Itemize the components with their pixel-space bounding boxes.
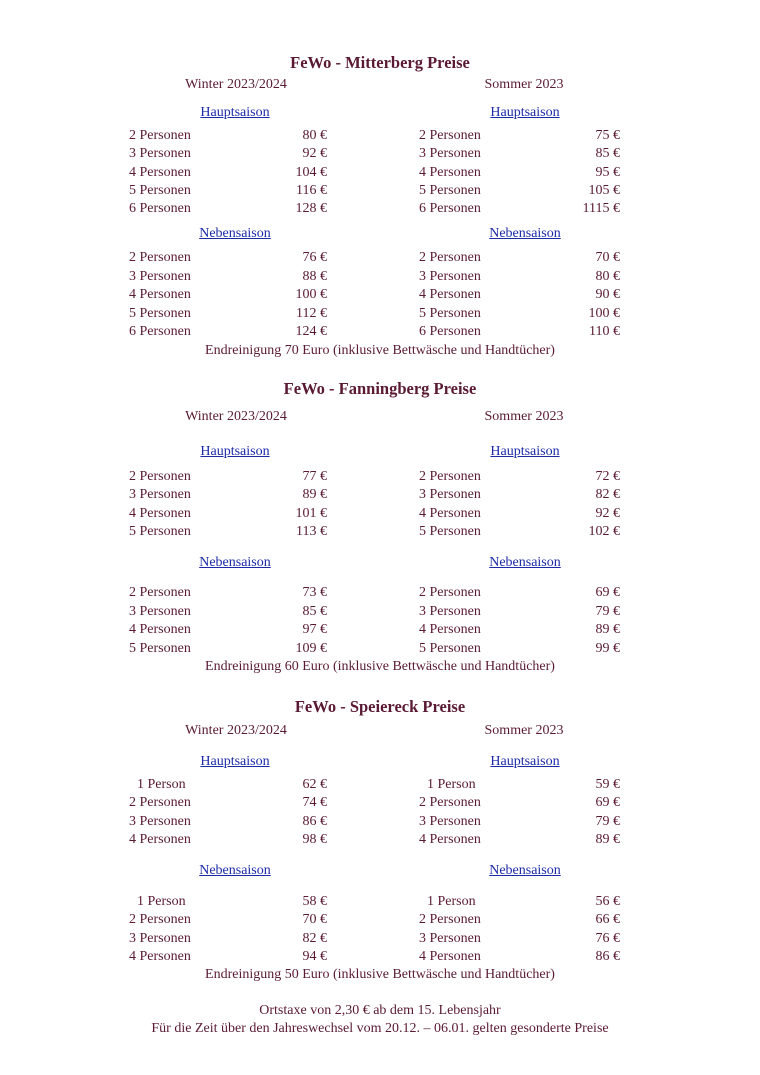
price-value: 102 € <box>588 523 620 539</box>
price-value: 124 € <box>295 324 327 339</box>
price-value: 58 € <box>302 894 327 909</box>
price-value: 73 € <box>302 585 327 600</box>
winter-season-label: Winter 2023/2024 <box>185 723 287 738</box>
price-value: 82 € <box>595 487 620 503</box>
price-value: 86 € <box>595 948 620 964</box>
summer-season-label: Sommer 2023 <box>484 723 564 738</box>
price-value: 105 € <box>588 182 620 198</box>
person-count-label: 5 Personen <box>129 640 191 656</box>
price-value: 109 € <box>295 640 327 656</box>
hauptsaison-summer-link[interactable]: Hauptsaison <box>490 754 560 769</box>
person-count-label: 1 Person <box>137 894 186 909</box>
person-count-label: 2 Personen <box>419 469 481 484</box>
price-value: 80 € <box>302 128 327 143</box>
nebensaison-summer-link[interactable]: Nebensaison <box>489 555 561 570</box>
person-count-label: 3 Personen <box>129 146 191 162</box>
person-count-label: 2 Personen <box>129 469 191 484</box>
price-value: 82 € <box>302 930 327 946</box>
person-count-label: 2 Personen <box>419 795 481 811</box>
hauptsaison-winter-link[interactable]: Hauptsaison <box>200 105 270 120</box>
price-value: 95 € <box>595 164 620 180</box>
price-value: 89 € <box>595 622 620 637</box>
price-value: 56 € <box>595 894 620 909</box>
cleaning-fee-note: Endreinigung 70 Euro (inklusive Bettwäsche und Handtücher) <box>205 343 555 358</box>
person-count-label: 3 Personen <box>419 487 481 503</box>
person-count-label: 4 Personen <box>129 164 191 180</box>
price-value: 85 € <box>302 603 327 619</box>
price-value: 66 € <box>595 912 620 928</box>
price-value: 97 € <box>302 622 327 637</box>
price-value: 70 € <box>595 250 620 265</box>
footer-tax-note: Ortstaxe von 2,30 € ab dem 15. Lebensjahr <box>259 1003 501 1018</box>
price-value: 128 € <box>295 201 327 217</box>
person-count-label: 6 Personen <box>129 324 191 339</box>
person-count-label: 2 Personen <box>419 912 481 928</box>
person-count-label: 5 Personen <box>129 182 191 198</box>
person-count-label: 5 Personen <box>129 523 191 539</box>
price-value: 89 € <box>595 831 620 847</box>
summer-season-label: Sommer 2023 <box>484 77 564 92</box>
person-count-label: 5 Personen <box>129 305 191 321</box>
person-count-label: 5 Personen <box>419 182 481 198</box>
person-count-label: 3 Personen <box>419 813 481 829</box>
nebensaison-summer-link[interactable]: Nebensaison <box>489 863 561 878</box>
section-title: FeWo - Fanningberg Preise <box>283 379 477 398</box>
hauptsaison-summer-link[interactable]: Hauptsaison <box>490 105 560 120</box>
nebensaison-winter-link[interactable]: Nebensaison <box>199 226 271 241</box>
person-count-label: 3 Personen <box>129 268 191 284</box>
nebensaison-winter-link[interactable]: Nebensaison <box>199 863 271 878</box>
person-count-label: 4 Personen <box>419 622 481 637</box>
person-count-label: 4 Personen <box>419 948 481 964</box>
person-count-label: 4 Personen <box>129 948 191 964</box>
price-value: 99 € <box>595 640 620 656</box>
price-value: 86 € <box>302 813 327 829</box>
section-title: FeWo - Speiereck Preise <box>294 697 466 716</box>
cleaning-fee-note: Endreinigung 50 Euro (inklusive Bettwäsche und Handtücher) <box>205 967 555 982</box>
hauptsaison-winter-link[interactable]: Hauptsaison <box>200 754 270 769</box>
price-value: 110 € <box>589 324 620 339</box>
person-count-label: 3 Personen <box>419 930 481 946</box>
person-count-label: 5 Personen <box>419 523 481 539</box>
person-count-label: 2 Personen <box>419 250 481 265</box>
person-count-label: 3 Personen <box>129 487 191 503</box>
price-value: 59 € <box>595 777 620 792</box>
person-count-label: 3 Personen <box>419 603 481 619</box>
person-count-label: 2 Personen <box>419 128 481 143</box>
price-value: 79 € <box>595 813 620 829</box>
person-count-label: 6 Personen <box>129 201 191 217</box>
price-value: 1115 € <box>582 201 620 217</box>
price-value: 62 € <box>302 777 327 792</box>
person-count-label: 4 Personen <box>129 831 191 847</box>
person-count-label: 3 Personen <box>419 146 481 162</box>
price-value: 94 € <box>302 948 327 964</box>
price-value: 76 € <box>595 930 620 946</box>
person-count-label: 4 Personen <box>129 505 191 521</box>
price-value: 69 € <box>595 795 620 811</box>
price-value: 75 € <box>595 128 620 143</box>
person-count-label: 6 Personen <box>419 324 481 339</box>
price-value: 100 € <box>295 287 327 302</box>
price-value: 70 € <box>302 912 327 928</box>
person-count-label: 4 Personen <box>419 164 481 180</box>
person-count-label: 3 Personen <box>419 268 481 284</box>
price-value: 98 € <box>302 831 327 847</box>
person-count-label: 4 Personen <box>419 831 481 847</box>
person-count-label: 4 Personen <box>419 505 481 521</box>
price-value: 88 € <box>302 268 327 284</box>
person-count-label: 2 Personen <box>129 795 191 811</box>
winter-season-label: Winter 2023/2024 <box>185 409 287 424</box>
price-value: 85 € <box>595 146 620 162</box>
person-count-label: 5 Personen <box>419 305 481 321</box>
price-value: 92 € <box>595 505 620 521</box>
price-value: 79 € <box>595 603 620 619</box>
person-count-label: 1 Person <box>137 777 186 792</box>
person-count-label: 2 Personen <box>419 585 481 600</box>
price-value: 92 € <box>302 146 327 162</box>
hauptsaison-summer-link[interactable]: Hauptsaison <box>490 444 560 459</box>
person-count-label: 4 Personen <box>129 287 191 302</box>
person-count-label: 5 Personen <box>419 640 481 656</box>
summer-season-label: Sommer 2023 <box>484 409 564 424</box>
nebensaison-summer-link[interactable]: Nebensaison <box>489 226 561 241</box>
person-count-label: 4 Personen <box>419 287 481 302</box>
price-value: 113 € <box>296 523 327 539</box>
person-count-label: 3 Personen <box>129 813 191 829</box>
price-value: 90 € <box>595 287 620 302</box>
price-value: 77 € <box>302 469 327 484</box>
person-count-label: 2 Personen <box>129 128 191 143</box>
person-count-label: 6 Personen <box>419 201 481 217</box>
price-value: 76 € <box>302 250 327 265</box>
person-count-label: 3 Personen <box>129 930 191 946</box>
person-count-label: 1 Person <box>427 777 476 792</box>
price-value: 69 € <box>595 585 620 600</box>
price-value: 72 € <box>595 469 620 484</box>
hauptsaison-winter-link[interactable]: Hauptsaison <box>200 444 270 459</box>
price-value: 101 € <box>295 505 327 521</box>
winter-season-label: Winter 2023/2024 <box>185 77 287 92</box>
person-count-label: 1 Person <box>427 894 476 909</box>
person-count-label: 3 Personen <box>129 603 191 619</box>
footer-holiday-note: Für die Zeit über den Jahreswechsel vom 20.12. – 06.01. gelten gesonderte Preise <box>151 1021 609 1036</box>
price-value: 80 € <box>595 268 620 284</box>
person-count-label: 4 Personen <box>129 622 191 637</box>
price-value: 89 € <box>302 487 327 503</box>
nebensaison-winter-link[interactable]: Nebensaison <box>199 555 271 570</box>
price-value: 74 € <box>302 795 327 811</box>
price-value: 104 € <box>295 164 327 180</box>
price-value: 112 € <box>296 305 327 321</box>
section-title: FeWo - Mitterberg Preise <box>290 53 470 72</box>
cleaning-fee-note: Endreinigung 60 Euro (inklusive Bettwäsche und Handtücher) <box>205 659 555 674</box>
person-count-label: 2 Personen <box>129 912 191 928</box>
price-value: 100 € <box>588 305 620 321</box>
person-count-label: 2 Personen <box>129 585 191 600</box>
person-count-label: 2 Personen <box>129 250 191 265</box>
price-value: 116 € <box>296 182 327 198</box>
